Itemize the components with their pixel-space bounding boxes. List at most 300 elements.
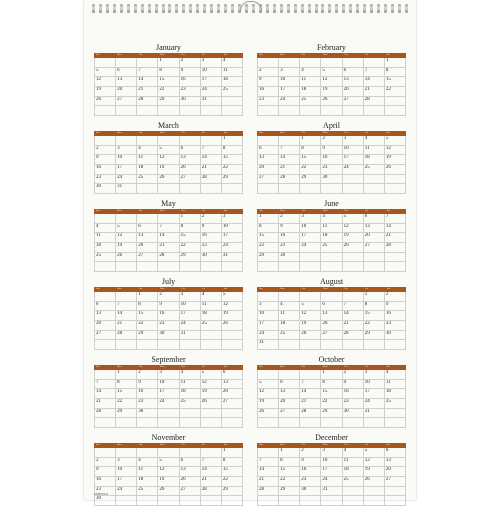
day-cell[interactable]: 13	[364, 224, 385, 234]
day-cell[interactable]	[279, 58, 300, 68]
day-cell[interactable]: 9	[137, 380, 158, 390]
day-cell[interactable]: 28	[385, 243, 406, 253]
day-cell[interactable]: 5	[300, 302, 321, 312]
day-cell[interactable]: 9	[385, 302, 406, 312]
day-cell[interactable]: 21	[279, 165, 300, 175]
day-cell[interactable]: 19	[364, 467, 385, 477]
day-cell[interactable]	[385, 262, 406, 272]
day-cell[interactable]: 28	[300, 409, 321, 419]
day-cell[interactable]	[258, 292, 279, 302]
day-cell[interactable]: 18	[300, 87, 321, 97]
day-cell[interactable]: 10	[222, 224, 243, 234]
day-cell[interactable]	[180, 340, 201, 350]
day-cell[interactable]: 11	[321, 224, 342, 234]
day-cell[interactable]: 29	[180, 253, 201, 263]
day-cell[interactable]	[321, 496, 342, 506]
day-cell[interactable]: 19	[321, 87, 342, 97]
day-cell[interactable]: 23	[343, 399, 364, 409]
day-cell[interactable]: 9	[279, 224, 300, 234]
day-cell[interactable]: 14	[300, 389, 321, 399]
day-cell[interactable]	[300, 292, 321, 302]
day-cell[interactable]: 1	[321, 370, 342, 380]
day-cell[interactable]: 1	[222, 136, 243, 146]
day-cell[interactable]: 15	[321, 389, 342, 399]
day-cell[interactable]: 6	[180, 146, 201, 156]
day-cell[interactable]: 27	[321, 331, 342, 341]
day-cell[interactable]: 30	[158, 331, 179, 341]
day-cell[interactable]	[258, 496, 279, 506]
day-cell[interactable]	[364, 175, 385, 185]
day-cell[interactable]	[300, 58, 321, 68]
day-cell[interactable]: 17	[158, 389, 179, 399]
day-cell[interactable]: 14	[343, 311, 364, 321]
day-cell[interactable]: 20	[364, 233, 385, 243]
day-cell[interactable]: 28	[201, 175, 222, 185]
day-cell[interactable]: 23	[300, 477, 321, 487]
day-cell[interactable]: 4	[279, 302, 300, 312]
day-cell[interactable]: 24	[300, 243, 321, 253]
day-cell[interactable]: 23	[258, 97, 279, 107]
day-cell[interactable]: 13	[222, 380, 243, 390]
day-cell[interactable]: 24	[279, 97, 300, 107]
day-cell[interactable]: 19	[222, 311, 243, 321]
day-cell[interactable]: 21	[201, 165, 222, 175]
day-cell[interactable]: 12	[300, 311, 321, 321]
day-cell[interactable]: 29	[364, 331, 385, 341]
day-cell[interactable]: 2	[180, 58, 201, 68]
day-cell[interactable]: 28	[95, 409, 116, 419]
day-cell[interactable]	[158, 409, 179, 419]
day-cell[interactable]: 18	[201, 311, 222, 321]
day-cell[interactable]: 12	[222, 302, 243, 312]
day-cell[interactable]: 12	[116, 233, 137, 243]
day-cell[interactable]: 21	[116, 321, 137, 331]
day-cell[interactable]: 23	[279, 243, 300, 253]
day-cell[interactable]: 27	[258, 175, 279, 185]
day-cell[interactable]: 17	[201, 77, 222, 87]
day-cell[interactable]: 4	[385, 370, 406, 380]
day-cell[interactable]	[321, 418, 342, 428]
day-cell[interactable]	[222, 340, 243, 350]
day-cell[interactable]: 3	[201, 58, 222, 68]
day-cell[interactable]: 22	[321, 399, 342, 409]
day-cell[interactable]: 4	[300, 68, 321, 78]
day-cell[interactable]	[385, 496, 406, 506]
day-cell[interactable]: 29	[222, 175, 243, 185]
day-cell[interactable]: 18	[95, 243, 116, 253]
day-cell[interactable]: 12	[258, 389, 279, 399]
day-cell[interactable]	[116, 448, 137, 458]
day-cell[interactable]	[364, 262, 385, 272]
day-cell[interactable]: 24	[180, 321, 201, 331]
day-cell[interactable]: 16	[321, 155, 342, 165]
day-cell[interactable]: 16	[158, 311, 179, 321]
day-cell[interactable]: 31	[258, 340, 279, 350]
day-cell[interactable]: 27	[137, 253, 158, 263]
day-cell[interactable]: 11	[300, 77, 321, 87]
day-cell[interactable]: 16	[180, 77, 201, 87]
day-cell[interactable]: 22	[158, 87, 179, 97]
day-cell[interactable]: 20	[137, 243, 158, 253]
day-cell[interactable]: 28	[343, 331, 364, 341]
day-cell[interactable]: 9	[201, 224, 222, 234]
day-cell[interactable]	[137, 184, 158, 194]
day-cell[interactable]: 22	[279, 477, 300, 487]
day-cell[interactable]: 30	[343, 409, 364, 419]
day-cell[interactable]: 20	[95, 321, 116, 331]
day-cell[interactable]: 13	[137, 233, 158, 243]
day-cell[interactable]: 10	[116, 467, 137, 477]
day-cell[interactable]	[95, 370, 116, 380]
day-cell[interactable]: 20	[180, 477, 201, 487]
day-cell[interactable]	[279, 340, 300, 350]
day-cell[interactable]: 18	[279, 321, 300, 331]
day-cell[interactable]	[300, 496, 321, 506]
day-cell[interactable]: 7	[364, 68, 385, 78]
day-cell[interactable]: 4	[321, 214, 342, 224]
day-cell[interactable]: 13	[180, 467, 201, 477]
day-cell[interactable]: 26	[300, 331, 321, 341]
day-cell[interactable]: 20	[222, 389, 243, 399]
day-cell[interactable]: 14	[364, 77, 385, 87]
day-cell[interactable]	[300, 370, 321, 380]
day-cell[interactable]	[201, 262, 222, 272]
day-cell[interactable]	[95, 292, 116, 302]
day-cell[interactable]: 1	[385, 58, 406, 68]
day-cell[interactable]	[158, 106, 179, 116]
day-cell[interactable]	[343, 58, 364, 68]
day-cell[interactable]: 18	[343, 467, 364, 477]
day-cell[interactable]: 15	[300, 155, 321, 165]
day-cell[interactable]: 25	[201, 321, 222, 331]
day-cell[interactable]	[279, 418, 300, 428]
day-cell[interactable]	[300, 340, 321, 350]
day-cell[interactable]	[137, 448, 158, 458]
day-cell[interactable]: 7	[116, 302, 137, 312]
day-cell[interactable]: 23	[321, 165, 342, 175]
day-cell[interactable]: 8	[137, 302, 158, 312]
day-cell[interactable]	[258, 106, 279, 116]
day-cell[interactable]: 7	[95, 380, 116, 390]
day-cell[interactable]: 15	[222, 467, 243, 477]
day-cell[interactable]: 1	[364, 292, 385, 302]
day-cell[interactable]: 4	[180, 370, 201, 380]
day-cell[interactable]: 14	[158, 233, 179, 243]
day-cell[interactable]: 25	[343, 477, 364, 487]
day-cell[interactable]	[385, 409, 406, 419]
day-cell[interactable]	[137, 418, 158, 428]
day-cell[interactable]	[116, 106, 137, 116]
day-cell[interactable]: 26	[201, 399, 222, 409]
day-cell[interactable]	[222, 106, 243, 116]
day-cell[interactable]: 14	[279, 155, 300, 165]
day-cell[interactable]: 5	[158, 458, 179, 468]
day-cell[interactable]	[321, 253, 342, 263]
day-cell[interactable]: 3	[180, 292, 201, 302]
day-cell[interactable]: 3	[343, 136, 364, 146]
day-cell[interactable]: 28	[258, 487, 279, 497]
day-cell[interactable]: 5	[222, 292, 243, 302]
day-cell[interactable]	[137, 214, 158, 224]
day-cell[interactable]: 27	[180, 175, 201, 185]
day-cell[interactable]	[201, 409, 222, 419]
day-cell[interactable]: 3	[116, 458, 137, 468]
day-cell[interactable]: 29	[258, 253, 279, 263]
day-cell[interactable]: 7	[258, 458, 279, 468]
day-cell[interactable]: 8	[279, 458, 300, 468]
day-cell[interactable]: 5	[158, 146, 179, 156]
day-cell[interactable]: 19	[300, 321, 321, 331]
day-cell[interactable]: 1	[158, 58, 179, 68]
day-cell[interactable]	[300, 106, 321, 116]
day-cell[interactable]: 2	[201, 214, 222, 224]
day-cell[interactable]	[385, 487, 406, 497]
day-cell[interactable]: 14	[258, 467, 279, 477]
day-cell[interactable]: 11	[180, 380, 201, 390]
day-cell[interactable]: 5	[364, 448, 385, 458]
day-cell[interactable]: 17	[222, 233, 243, 243]
day-cell[interactable]: 23	[385, 321, 406, 331]
day-cell[interactable]	[158, 340, 179, 350]
day-cell[interactable]: 1	[222, 448, 243, 458]
day-cell[interactable]: 3	[258, 302, 279, 312]
day-cell[interactable]	[180, 409, 201, 419]
day-cell[interactable]	[385, 418, 406, 428]
day-cell[interactable]: 2	[343, 370, 364, 380]
day-cell[interactable]	[321, 58, 342, 68]
day-cell[interactable]: 6	[222, 370, 243, 380]
day-cell[interactable]: 7	[279, 146, 300, 156]
day-cell[interactable]: 3	[279, 68, 300, 78]
day-cell[interactable]	[137, 262, 158, 272]
day-cell[interactable]	[300, 262, 321, 272]
day-cell[interactable]: 8	[116, 380, 137, 390]
day-cell[interactable]: 16	[300, 467, 321, 477]
day-cell[interactable]: 17	[116, 165, 137, 175]
day-cell[interactable]: 19	[158, 477, 179, 487]
day-cell[interactable]: 4	[343, 448, 364, 458]
day-cell[interactable]	[364, 418, 385, 428]
day-cell[interactable]: 29	[158, 97, 179, 107]
day-cell[interactable]	[201, 340, 222, 350]
day-cell[interactable]: 4	[364, 136, 385, 146]
day-cell[interactable]: 4	[201, 292, 222, 302]
day-cell[interactable]: 12	[95, 77, 116, 87]
day-cell[interactable]: 11	[137, 155, 158, 165]
day-cell[interactable]: 5	[116, 224, 137, 234]
day-cell[interactable]: 9	[258, 77, 279, 87]
day-cell[interactable]: 1	[116, 370, 137, 380]
day-cell[interactable]	[279, 292, 300, 302]
day-cell[interactable]: 20	[180, 165, 201, 175]
day-cell[interactable]: 6	[385, 448, 406, 458]
day-cell[interactable]: 11	[343, 458, 364, 468]
day-cell[interactable]: 16	[343, 389, 364, 399]
day-cell[interactable]: 23	[137, 399, 158, 409]
day-cell[interactable]	[279, 496, 300, 506]
day-cell[interactable]: 13	[385, 458, 406, 468]
day-cell[interactable]: 26	[385, 165, 406, 175]
day-cell[interactable]: 5	[321, 68, 342, 78]
day-cell[interactable]: 14	[201, 467, 222, 477]
day-cell[interactable]: 27	[222, 399, 243, 409]
day-cell[interactable]	[180, 106, 201, 116]
day-cell[interactable]: 22	[222, 477, 243, 487]
day-cell[interactable]: 7	[385, 214, 406, 224]
day-cell[interactable]: 5	[385, 136, 406, 146]
day-cell[interactable]: 4	[137, 458, 158, 468]
day-cell[interactable]: 7	[137, 68, 158, 78]
day-cell[interactable]	[201, 448, 222, 458]
day-cell[interactable]	[95, 418, 116, 428]
day-cell[interactable]: 22	[222, 165, 243, 175]
day-cell[interactable]: 14	[116, 311, 137, 321]
day-cell[interactable]: 10	[158, 380, 179, 390]
day-cell[interactable]: 12	[201, 380, 222, 390]
day-cell[interactable]: 27	[385, 477, 406, 487]
day-cell[interactable]	[201, 106, 222, 116]
day-cell[interactable]: 31	[201, 97, 222, 107]
day-cell[interactable]: 4	[137, 146, 158, 156]
day-cell[interactable]: 16	[258, 87, 279, 97]
day-cell[interactable]	[116, 214, 137, 224]
day-cell[interactable]: 29	[321, 409, 342, 419]
day-cell[interactable]: 13	[343, 77, 364, 87]
day-cell[interactable]: 31	[180, 331, 201, 341]
day-cell[interactable]	[180, 448, 201, 458]
day-cell[interactable]	[116, 418, 137, 428]
day-cell[interactable]: 1	[300, 136, 321, 146]
day-cell[interactable]: 15	[385, 77, 406, 87]
day-cell[interactable]	[279, 136, 300, 146]
day-cell[interactable]	[158, 214, 179, 224]
day-cell[interactable]	[95, 214, 116, 224]
day-cell[interactable]: 12	[385, 146, 406, 156]
day-cell[interactable]: 29	[279, 487, 300, 497]
day-cell[interactable]: 22	[137, 321, 158, 331]
day-cell[interactable]: 31	[321, 487, 342, 497]
day-cell[interactable]: 30	[321, 175, 342, 185]
day-cell[interactable]	[222, 262, 243, 272]
day-cell[interactable]: 13	[180, 155, 201, 165]
day-cell[interactable]: 3	[321, 448, 342, 458]
day-cell[interactable]: 29	[137, 331, 158, 341]
day-cell[interactable]	[364, 58, 385, 68]
day-cell[interactable]: 29	[222, 487, 243, 497]
day-cell[interactable]	[158, 262, 179, 272]
day-cell[interactable]: 28	[201, 487, 222, 497]
day-cell[interactable]: 24	[222, 243, 243, 253]
day-cell[interactable]	[95, 58, 116, 68]
day-cell[interactable]: 6	[364, 214, 385, 224]
day-cell[interactable]	[321, 262, 342, 272]
day-cell[interactable]: 10	[364, 380, 385, 390]
day-cell[interactable]: 9	[343, 380, 364, 390]
day-cell[interactable]: 26	[158, 487, 179, 497]
day-cell[interactable]: 25	[137, 175, 158, 185]
day-cell[interactable]	[364, 253, 385, 263]
day-cell[interactable]: 9	[321, 146, 342, 156]
day-cell[interactable]	[158, 496, 179, 506]
day-cell[interactable]: 8	[258, 224, 279, 234]
day-cell[interactable]: 14	[95, 389, 116, 399]
day-cell[interactable]: 7	[158, 224, 179, 234]
day-cell[interactable]	[258, 136, 279, 146]
day-cell[interactable]	[279, 262, 300, 272]
day-cell[interactable]: 27	[279, 409, 300, 419]
day-cell[interactable]: 6	[279, 380, 300, 390]
day-cell[interactable]: 10	[343, 146, 364, 156]
day-cell[interactable]: 20	[343, 87, 364, 97]
day-cell[interactable]: 20	[321, 321, 342, 331]
day-cell[interactable]	[158, 418, 179, 428]
day-cell[interactable]	[222, 496, 243, 506]
day-cell[interactable]: 3	[158, 370, 179, 380]
day-cell[interactable]: 11	[137, 467, 158, 477]
day-cell[interactable]	[180, 262, 201, 272]
day-cell[interactable]: 25	[279, 331, 300, 341]
day-cell[interactable]	[180, 496, 201, 506]
day-cell[interactable]: 14	[137, 77, 158, 87]
day-cell[interactable]: 31	[116, 184, 137, 194]
day-cell[interactable]: 27	[95, 331, 116, 341]
day-cell[interactable]: 10	[180, 302, 201, 312]
day-cell[interactable]: 19	[116, 243, 137, 253]
day-cell[interactable]: 19	[158, 165, 179, 175]
day-cell[interactable]	[364, 487, 385, 497]
day-cell[interactable]: 23	[180, 87, 201, 97]
day-cell[interactable]: 21	[137, 87, 158, 97]
day-cell[interactable]	[137, 136, 158, 146]
day-cell[interactable]	[158, 448, 179, 458]
day-cell[interactable]: 28	[158, 253, 179, 263]
day-cell[interactable]	[116, 292, 137, 302]
day-cell[interactable]	[279, 106, 300, 116]
day-cell[interactable]: 26	[158, 175, 179, 185]
day-cell[interactable]	[321, 340, 342, 350]
day-cell[interactable]: 21	[364, 87, 385, 97]
day-cell[interactable]: 30	[300, 487, 321, 497]
day-cell[interactable]	[137, 106, 158, 116]
day-cell[interactable]: 21	[201, 477, 222, 487]
day-cell[interactable]: 11	[201, 302, 222, 312]
day-cell[interactable]: 1	[279, 448, 300, 458]
day-cell[interactable]: 24	[201, 87, 222, 97]
day-cell[interactable]	[364, 340, 385, 350]
day-cell[interactable]: 15	[279, 467, 300, 477]
day-cell[interactable]: 9	[158, 302, 179, 312]
day-cell[interactable]: 2	[321, 136, 342, 146]
day-cell[interactable]: 19	[258, 399, 279, 409]
day-cell[interactable]: 8	[222, 146, 243, 156]
day-cell[interactable]	[385, 253, 406, 263]
day-cell[interactable]: 24	[364, 399, 385, 409]
day-cell[interactable]: 17	[343, 155, 364, 165]
day-cell[interactable]: 26	[95, 97, 116, 107]
day-cell[interactable]: 24	[258, 331, 279, 341]
day-cell[interactable]: 6	[321, 302, 342, 312]
day-cell[interactable]: 8	[300, 146, 321, 156]
day-cell[interactable]: 1	[258, 214, 279, 224]
day-cell[interactable]: 18	[321, 233, 342, 243]
day-cell[interactable]: 18	[222, 77, 243, 87]
day-cell[interactable]: 17	[364, 389, 385, 399]
day-cell[interactable]: 20	[116, 87, 137, 97]
day-cell[interactable]: 7	[201, 458, 222, 468]
day-cell[interactable]: 23	[95, 487, 116, 497]
day-cell[interactable]: 25	[137, 487, 158, 497]
day-cell[interactable]	[258, 448, 279, 458]
